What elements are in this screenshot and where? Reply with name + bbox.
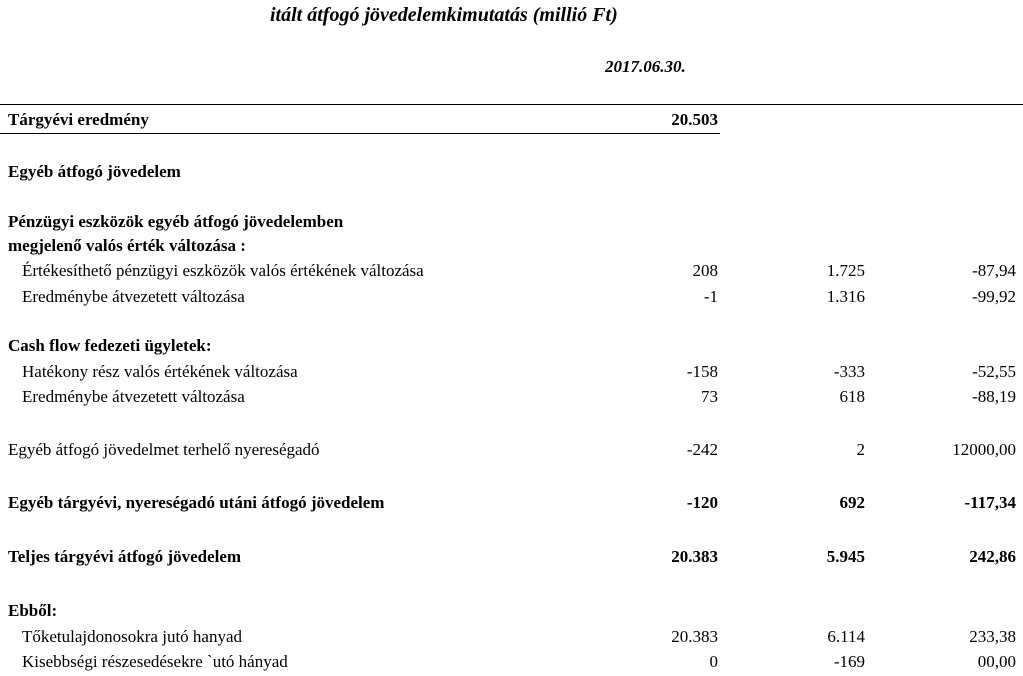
- value-prior: 1.725: [826, 261, 865, 280]
- value-prior: 2: [856, 440, 865, 459]
- row-label: Értékesíthető pénzügyi eszközök valós értékének változása: [22, 261, 424, 280]
- value-2017: 208: [692, 261, 718, 280]
- table-row-fair-value-heading: [0, 234, 1023, 258]
- row-label: Pénzügyi eszközök egyéb átfogó jövedelemben: [8, 212, 344, 231]
- row-label: Tőketulajdonosokra jutó hanyad: [22, 627, 243, 646]
- table-row-profit: [0, 108, 1023, 132]
- value-change: 12000,00: [952, 440, 1016, 459]
- table-row: [0, 385, 1023, 409]
- row-label: Tárgyévi eredmény: [8, 110, 149, 129]
- value-prior: -333: [833, 362, 865, 381]
- row-label: Ebből:: [8, 601, 58, 620]
- value-change: 242,86: [969, 547, 1016, 566]
- table-row-of-which-heading: [0, 599, 1023, 623]
- value-prior: -169: [833, 652, 865, 671]
- row-label: Egyéb átfogó jövedelem: [8, 162, 181, 181]
- value-change: 00,00: [977, 652, 1016, 671]
- table-row-other-comprehensive: [0, 160, 1023, 184]
- value-2017: -158: [686, 362, 718, 381]
- row-label: Cash flow fedezeti ügyletek:: [8, 336, 212, 355]
- table-row: [0, 625, 1023, 649]
- table-row-financial-assets-heading: [0, 210, 1023, 234]
- row-label: Eredménybe átvezetett változása: [22, 287, 245, 306]
- value-2017: 73: [701, 387, 718, 406]
- row-label: Egyéb tárgyévi, nyereségadó utáni átfogó jövedelem: [8, 493, 385, 512]
- value-change: -52,55: [972, 362, 1016, 381]
- value-change: -88,19: [972, 387, 1016, 406]
- table-row: [0, 650, 1023, 674]
- value-change: -99,92: [972, 287, 1016, 306]
- value-2017: -120: [686, 493, 718, 512]
- value-change: -117,34: [964, 493, 1016, 512]
- header-rule: [0, 104, 1023, 105]
- table-row: [0, 438, 1023, 462]
- value-2017: 20.503: [671, 110, 718, 129]
- value-change: -87,94: [972, 261, 1016, 280]
- value-prior: 5.945: [826, 547, 865, 566]
- row-label: Kisebbségi részesedésekre `utó hányad: [22, 652, 288, 671]
- value-2017: -1: [703, 287, 718, 306]
- value-2017: 20.383: [671, 547, 718, 566]
- underline-rule: [0, 133, 720, 134]
- value-prior: 1.316: [826, 287, 865, 306]
- value-2017: -242: [686, 440, 718, 459]
- column-date-header: 2017.06.30.: [605, 57, 686, 76]
- row-label: Egyéb átfogó jövedelmet terhelő nyereségadó: [8, 440, 320, 459]
- table-row: [0, 491, 1023, 515]
- row-label: Teljes tárgyévi átfogó jövedelem: [8, 547, 242, 566]
- value-2017: 0: [709, 652, 718, 671]
- statement-title: itált átfogó jövedelemkimutatás (millió Ft): [270, 4, 618, 26]
- value-prior: 692: [839, 493, 865, 512]
- value-change: 233,38: [969, 627, 1016, 646]
- row-label: megjelenő valós érték változása :: [8, 236, 246, 255]
- row-label: Eredménybe átvezetett változása: [22, 387, 245, 406]
- table-row: [0, 285, 1023, 309]
- table-row: [0, 545, 1023, 569]
- table-row: [0, 259, 1023, 283]
- value-2017: 20.383: [671, 627, 718, 646]
- table-row-cash-flow-heading: [0, 334, 1023, 358]
- value-prior: 618: [839, 387, 865, 406]
- value-prior: 6.114: [827, 627, 865, 646]
- table-row: [0, 360, 1023, 384]
- row-label: Hatékony rész valós értékének változása: [22, 362, 298, 381]
